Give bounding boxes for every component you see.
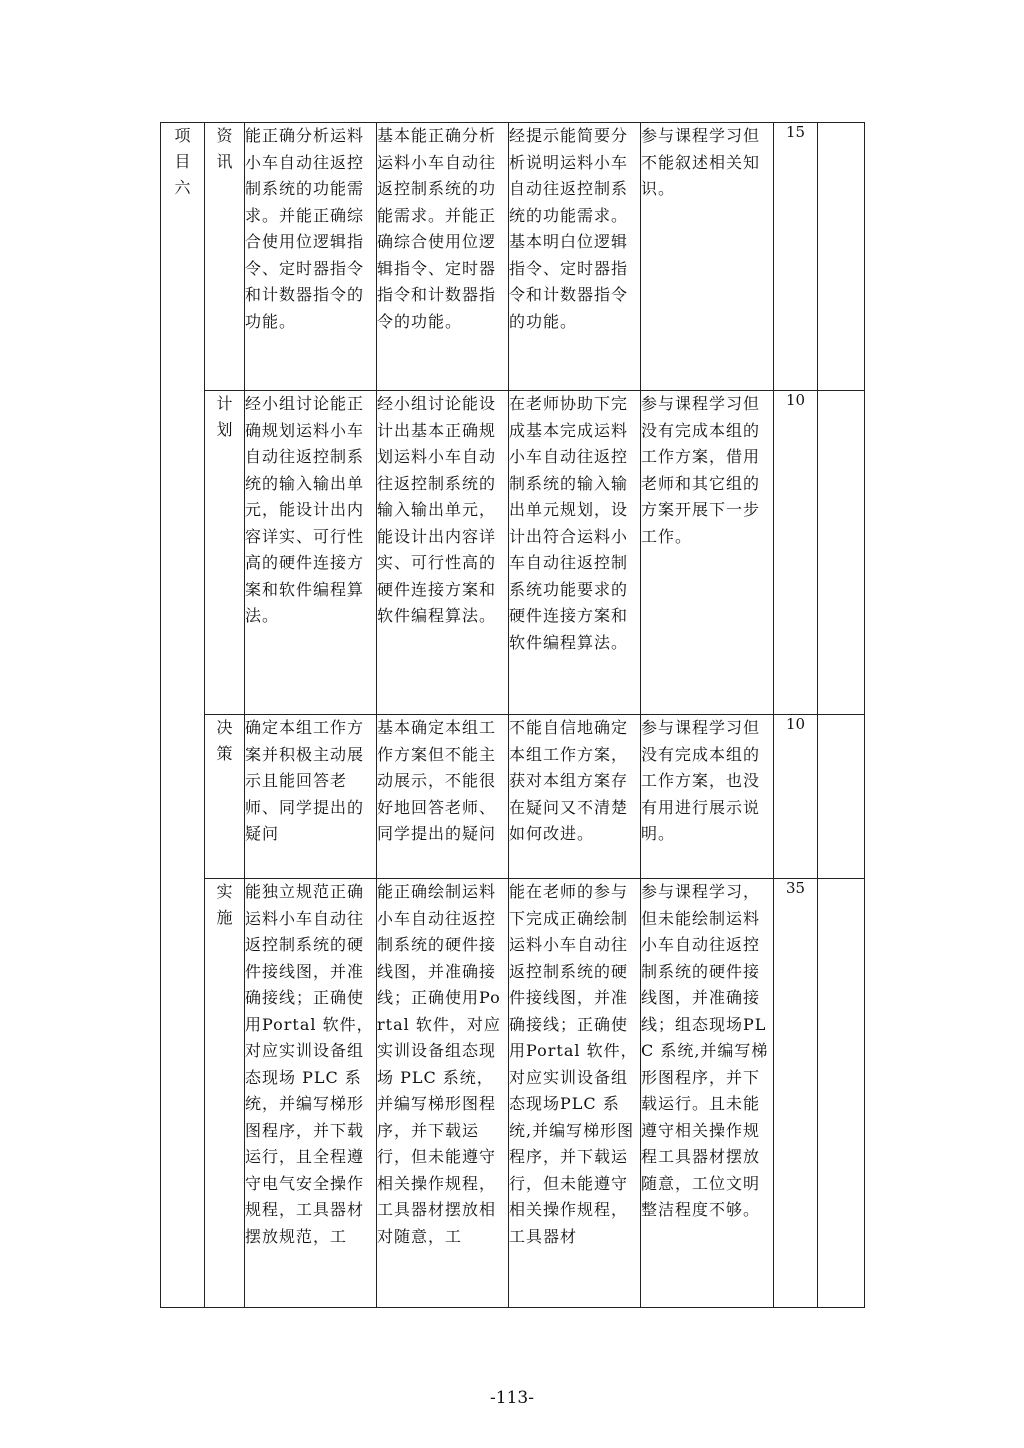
stage-label: 实施 [216, 882, 233, 927]
level-cell-fail: 参与课程学习，但未能绘制运料小车自动往返控制系统的硬件接线图，并准确接线；组态现场PLC 系统,并编写梯形图程序，并下载运行。且未能遵守相关操作规程工具器材摆放随意，工位文明整洁程度不够。 [641, 879, 774, 1308]
score-cell: 10 [774, 391, 818, 715]
table-row [161, 715, 865, 879]
level-cell-excellent: 能独立规范正确运料小车自动往返控制系统的硬件接线图，并准确接线；正确使用Portal 软件，对应实训设备组态现场 PLC 系统，并编写梯形图程序，并下载运行，且全程遵守电气安全操作规程，工具器材摆放规范，工 [245, 879, 377, 1308]
level-cell-excellent: 确定本组工作方案并积极主动展示且能回答老师、同学提出的疑问 [245, 715, 377, 879]
level-cell-pass: 经提示能简要分析说明运料小车自动往返控制系统的功能需求。基本明白位逻辑指令、定时器指令和计数器指令的功能。 [509, 123, 641, 391]
level-cell-excellent: 经小组讨论能正确规划运料小车自动往返控制系统的输入输出单元，能设计出内容详实、可行性高的硬件连接方案和软件编程算法。 [245, 391, 377, 715]
stage-cell [205, 715, 245, 879]
level-cell-fail: 参与课程学习但不能叙述相关知识。 [641, 123, 774, 391]
extra-cell [818, 715, 865, 879]
page-number: -113- [490, 1388, 534, 1408]
stage-cell [205, 879, 245, 1308]
stage-cell [205, 391, 245, 715]
level-cell-pass: 在老师协助下完成基本完成运料小车自动往返控制系统的输入输出单元规划，设计出符合运料小车自动往返控制系统功能要求的硬件连接方案和软件编程算法。 [509, 391, 641, 715]
extra-cell [818, 123, 865, 391]
level-cell-excellent: 能正确分析运料小车自动往返控制系统的功能需求。并能正确综合使用位逻辑指令、定时器指令和计数器指令的功能。 [245, 123, 377, 391]
level-cell-good: 基本确定本组工作方案但不能主动展示，不能很好地回答老师、同学提出的疑问 [377, 715, 509, 879]
level-cell-good: 经小组讨论能设计出基本正确规划运料小车自动往返控制系统的输入输出单元，能设计出内容详实、可行性高的硬件连接方案和软件编程算法。 [377, 391, 509, 715]
level-cell-pass: 能在老师的参与下完成正确绘制运料小车自动往返控制系统的硬件接线图，并准确接线；正确使用Portal 软件，对应实训设备组态现场PLC 系统,并编写梯形图程序，并下载运行，但未能遵守相关操作规程，工具器材 [509, 879, 641, 1308]
project-label-cell [161, 123, 205, 1308]
level-cell-fail: 参与课程学习但没有完成本组的工作方案，也没有用进行展示说明。 [641, 715, 774, 879]
project-label: 项目六 [174, 126, 191, 197]
stage-label: 计划 [216, 394, 233, 439]
level-cell-fail: 参与课程学习但没有完成本组的工作方案，借用老师和其它组的方案开展下一步工作。 [641, 391, 774, 715]
table-row [161, 123, 865, 391]
evaluation-table [160, 122, 865, 1308]
level-cell-pass: 不能自信地确定本组工作方案，获对本组方案存在疑问又不清楚如何改进。 [509, 715, 641, 879]
score-cell: 35 [774, 879, 818, 1308]
level-cell-good: 基本能正确分析运料小车自动往返控制系统的功能需求。并能正确综合使用位逻辑指令、定时器指令和计数器指令的功能。 [377, 123, 509, 391]
score-cell: 15 [774, 123, 818, 391]
stage-cell [205, 123, 245, 391]
extra-cell [818, 879, 865, 1308]
extra-cell [818, 391, 865, 715]
score-cell: 10 [774, 715, 818, 879]
level-cell-good: 能正确绘制运料小车自动往返控制系统的硬件接线图，并准确接线；正确使用Portal 软件，对应实训设备组态现场 PLC 系统，并编写梯形图程序，并下载运行，但未能遵守相关操作规程，工具器材摆放相对随意，工 [377, 879, 509, 1308]
table-row [161, 879, 865, 1308]
stage-label: 决策 [216, 718, 233, 763]
stage-label: 资讯 [216, 126, 233, 171]
table-row [161, 391, 865, 715]
